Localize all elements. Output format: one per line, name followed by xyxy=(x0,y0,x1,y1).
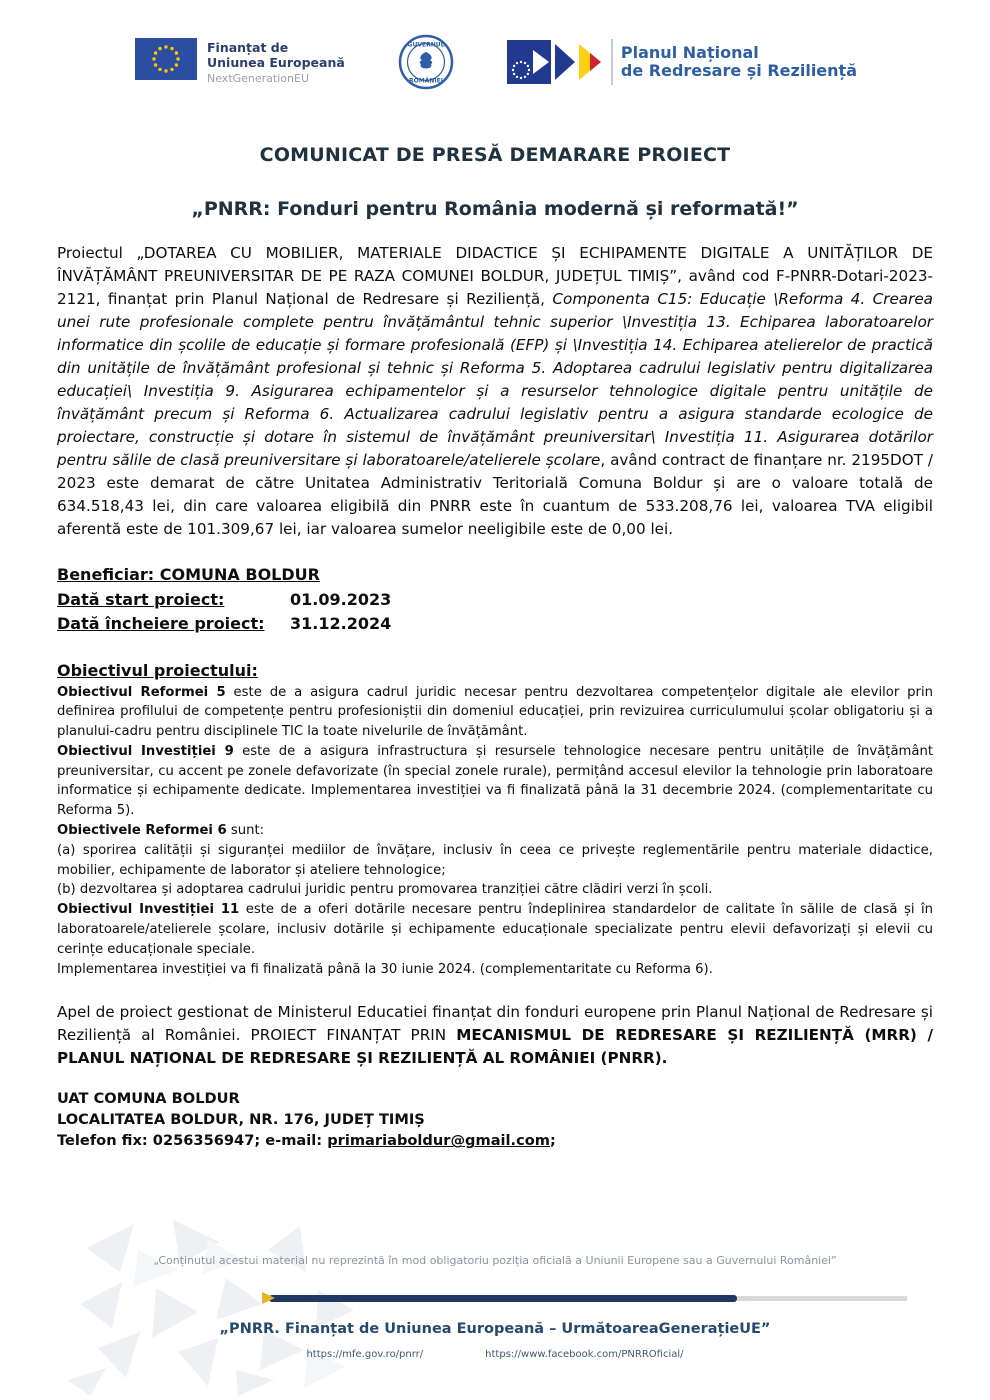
footer-bar-arrow-icon xyxy=(262,1292,275,1304)
footer-disclaimer: „Conținutul acestui material nu reprezintă în mod obligatoriu poziția oficială a Uniunii Europene sau a Guvernului României” xyxy=(153,1254,837,1267)
email-link[interactable]: primariaboldur@gmail.com xyxy=(327,1132,550,1150)
footer-links xyxy=(0,1349,990,1360)
contact-address: LOCALITATEA BOLDUR, NR. 176, JUDEȚ TIMIȘ xyxy=(57,1111,425,1129)
eu-funded-logo xyxy=(135,38,345,86)
objectives-section xyxy=(57,683,933,980)
document-body xyxy=(57,144,933,1151)
objective-paragraph: Obiectivul Investiției 9 este de a asigura infrastructura și resursele tehnologice necesare pentru unitățile de învățământ preuniversitar, cu accent pe zonele defavorizate (în special zonele rurale), permițând accesul elevilor la tehnologie prin laboratoare informatice și echipamente dedicate. Implementarea investiției va fi finalizată până la 31 decembrie 2024. (complementaritate cu Reforma 5). xyxy=(57,743,933,819)
after-email-text: ; xyxy=(550,1132,556,1150)
eu-logo-line3: NextGenerationEU xyxy=(207,72,309,85)
start-date-line xyxy=(57,588,933,613)
footer-bar-navy-segment xyxy=(269,1295,737,1302)
objective-paragraph: (a) sporirea calității și siguranței mediilor de învățare, inclusiv în ceea ce privește reglementările pentru materiale didactice, mobilier, echipamente de laborator și ateliere tehnologice; xyxy=(57,842,933,878)
contact-org-name: UAT COMUNA BOLDUR xyxy=(57,1090,240,1108)
page-title: COMUNICAT DE PRESĂ DEMARARE PROIECT xyxy=(259,144,731,166)
project-details xyxy=(57,563,933,637)
seal-text-bottom: ROMÂNIEI xyxy=(408,77,443,85)
objective-paragraph: Implementarea investiției va fi finalizată până la 30 iunie 2024. (complementaritate cu Reforma 6). xyxy=(57,961,713,977)
pnrr-arrows-icon xyxy=(507,38,603,86)
phone-label: Telefon fix: 0256356947; e-mail: xyxy=(57,1132,328,1150)
guvernul-romaniei-seal-icon xyxy=(398,34,454,94)
funding-statement-paragraph: Apel de proiect gestionat de Ministerul Educatiei finanțat din fonduri europene prin Planul Național de Redresare și Reziliență al României. PROIECT FINANȚAT PRIN MECANISMUL DE REDRESARE ȘI REZILIENȚĂ (MRR) / PLANUL NAȚIONAL DE REDRESARE ȘI REZILIENȚĂ AL ROMÂNIEI (PNRR). xyxy=(57,1003,933,1068)
contact-phone-email-line xyxy=(57,1130,933,1151)
objective-paragraph: Obiectivul Investiției 11 este de a oferi dotările necesare pentru îndeplinirea standardelor de calitate în sălile de clasă și în laboratoarele/atelierele școlare, inclusiv dotările și echipamente educaționale specializate pentru elevii defavorizați și elevii cu cerințe educaționale speciale. xyxy=(57,902,934,957)
start-date-value: 01.09.2023 xyxy=(290,589,392,609)
end-date-value: 31.12.2024 xyxy=(290,614,392,633)
pnrr-logo-text xyxy=(621,44,857,80)
intro-paragraph: Proiectul „DOTAREA CU MOBILIER, MATERIALE DIDACTICE ȘI ECHIPAMENTE DIGITALE A UNITĂȚILOR DE ÎNVĂȚĂMÂNT PREUNIVERSITAR DE PE RAZA COMUNEI BOLDUR, JUDEȚUL TIMIȘ”, având cod F-PNRR-Dotari-2023-2121, finanțat prin Planul Național de Redresare și Reziliență, Componenta C15: Educație \Reforma 4. Crearea unei rute profesionale complete pentru învățământul tehnic superior \Investiția 13. Echiparea laboratoarelor informatice din școlile de educație și formare profesională (EFP) și \Investiția 14. Echiparea atelierelor de practică din unitățile de învățământ profesional și tehnic și Reforma 5. Adoptarea cadrului legislativ pentru digitalizarea educației\ Investiția 9. Asigurarea echipamentelor și a resurselor tehnologice digitale pentru unitățile de învățământ precum și Reforma 6. Actualizarea cadrului legislativ pentru a asigura standarde ecologice de proiectare, construcție și dotare în sistemul de învățământ preuniversitar\ Investiția 11. Asigurarea dotărilor pentru sălile de clasă preuniversitare și laboratoarele/atelierele școlare, având contract de finanțare nr. 2195DOT / 2023 este demarat de către Unitatea Administrativ Teritorială Comuna Boldur și are o valoare totală de 634.518,43 lei, din care valoarea eligibilă din PNRR este în cuantum de 533.208,76 lei, valoarea TVA eligibil aferentă este de 101.309,67 lei, iar valoarea sumelor neeligibile este de 0,00 lei. xyxy=(57,244,933,538)
eu-logo-text xyxy=(207,38,345,86)
eu-flag-icon xyxy=(135,38,197,84)
objectives-heading: Obiectivul proiectului: xyxy=(57,660,258,680)
page-subtitle: „PNRR: Fonduri pentru România modernă și reformată!” xyxy=(191,198,799,220)
pnrr-logo-divider xyxy=(611,39,613,85)
document-footer xyxy=(0,1222,990,1400)
objective-paragraph: Obiectivele Reformei 6 sunt: xyxy=(57,823,265,839)
seal-text-top: GUVERNUL xyxy=(407,41,445,49)
footer-arrow-bar xyxy=(262,1293,907,1303)
contact-block xyxy=(57,1088,933,1151)
document-header xyxy=(0,0,990,100)
eu-logo-line2: Uniunea Europeană xyxy=(207,55,345,70)
objective-paragraph: Obiectivul Reformei 5 este de a asigura cadrul juridic necesar pentru dezvoltarea competențelor digitale ale elevilor prin definirea profilului de competențe pentru profesioniștii din domeniul educației, prin revizuirea curriculumului școlar obligatoriu și a planului-cadru pentru disciplinele TIC la toate nivelurile de învățământ. xyxy=(57,684,933,740)
footer-tagline: „PNRR. Finanțat de Uniunea Europeană – UrmătoareaGenerațieUE” xyxy=(219,1321,771,1337)
mfe-url-link[interactable]: https://mfe.gov.ro/pnrr/ xyxy=(306,1349,424,1360)
pnrr-logo-line1: Planul Național xyxy=(620,43,759,62)
start-date-label: Dată start proiect: xyxy=(57,589,225,609)
pnrr-logo-line2: de Redresare și Reziliență xyxy=(620,61,857,80)
end-date-line xyxy=(57,612,933,637)
facebook-url-link[interactable]: https://www.facebook.com/PNRROficial/ xyxy=(485,1349,684,1360)
pnrr-logo xyxy=(507,38,857,86)
objective-paragraph: (b) dezvoltarea și adoptarea cadrului juridic pentru promovarea tranziției către clădiri verzi în școli. xyxy=(57,882,713,898)
footer-bar-gray-segment xyxy=(737,1296,907,1301)
beneficiary-line: Beneficiar: COMUNA BOLDUR xyxy=(57,565,320,584)
eu-logo-line1: Finanțat de xyxy=(207,40,289,55)
end-date-label: Dată încheiere proiect: xyxy=(57,614,265,633)
